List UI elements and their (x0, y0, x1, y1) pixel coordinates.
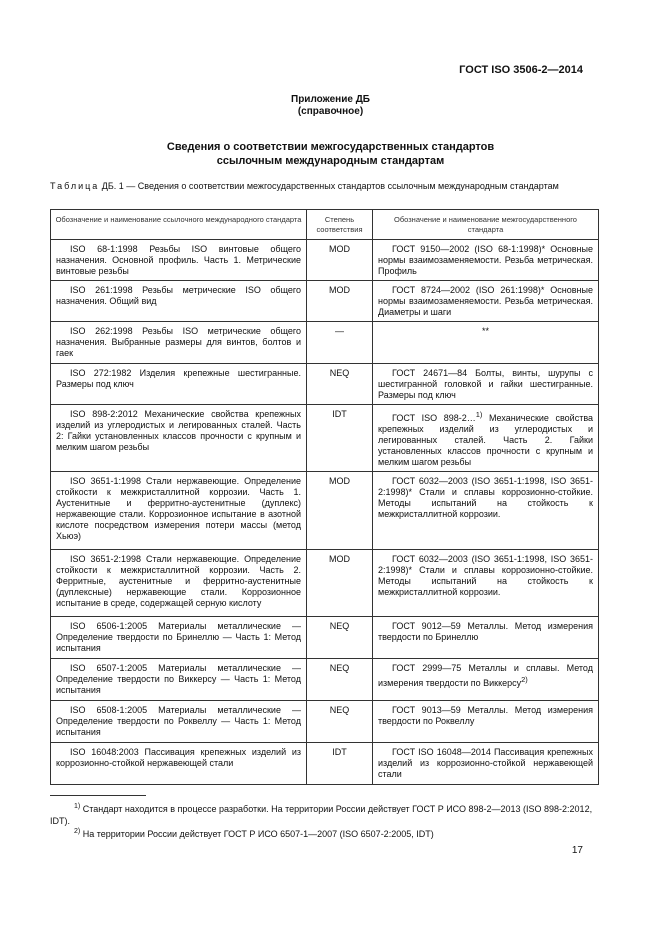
table-row (51, 405, 599, 472)
gost-text-post: Механические свойства крепежных изделий из углеродистых и легированных сталей. Часть 2. Гайки установленных классов прочности с крупным и мелким шагом резьбы (378, 413, 594, 467)
caption-prefix: Таблица (50, 181, 100, 191)
interstate-standard-cell: ГОСТ ISO 16048—2014 Пассивация крепежных изделий из коррозионно-стойкой нержавеющей стали (373, 743, 599, 785)
gost-text-pre: ГОСТ 2999—75 Металлы и сплавы. Метод измерения твердости по Виккерсу (378, 663, 593, 688)
correspondence-table (50, 209, 599, 785)
footnote-ref-1: 1) (475, 410, 483, 419)
footnote-1-text: Стандарт находится в процессе разработки. На территории России действует ГОСТ Р ИСО 898-2—2013 (ISO 898-2:2012, IDT). (50, 804, 593, 826)
intl-standard-cell: ISO 261:1998 Резьбы метрические ISO общего назначения. Общий вид (51, 281, 307, 322)
degree-cell: IDT (307, 743, 373, 785)
appendix-kind: (справочное) (297, 106, 364, 117)
interstate-standard-cell (373, 405, 599, 472)
table-row (51, 322, 599, 364)
caption-text: ДБ. 1 — Сведения о соответствии межгосударственных стандартов ссылочным международным стандартам (99, 181, 559, 191)
table-row (51, 659, 599, 701)
intl-standard-cell: ISO 3651-2:1998 Стали нержавеющие. Определение стойкости к межкристаллитной коррозии. Часть 2. Ферритные, аустенитные и ферритно-аустенитные (дуплексные) нержавеющие стали. Коррозионное испытание в среде, содержащей серную кислоту (51, 550, 307, 617)
degree-cell: — (307, 322, 373, 364)
appendix-name: Приложение ДБ (291, 94, 370, 105)
interstate-standard-cell: ГОСТ 9150—2002 (ISO 68-1:1998)* Основные нормы взаимозаменяемости. Резьба метрическая. Профиль (373, 240, 599, 281)
degree-cell: NEQ (307, 364, 373, 405)
interstate-standard-cell: ГОСТ 6032—2003 (ISO 3651-1:1998, ISO 3651-2:1998)* Стали и сплавы коррозионно-стойкие. Методы испытаний на стойкость к межкристаллитной коррозии. (373, 550, 599, 617)
footnote-ref-2: 2) (521, 675, 528, 684)
degree-cell: MOD (307, 240, 373, 281)
degree-cell: NEQ (307, 659, 373, 701)
degree-cell: IDT (307, 405, 373, 472)
table-caption (50, 180, 598, 192)
intl-standard-cell: ISO 272:1982 Изделия крепежные шестигранные. Размеры под ключ (51, 364, 307, 405)
header-interstate-standard: Обозначение и наименование межгосударственного стандарта (373, 210, 599, 240)
header-intl-standard: Обозначение и наименование ссылочного международного стандарта (51, 210, 307, 240)
degree-cell: MOD (307, 281, 373, 322)
intl-standard-cell: ISO 6507-1:2005 Материалы металлические — Определение твердости по Виккерсу — Часть 1: Метод испытания (51, 659, 307, 701)
table-header-row (51, 210, 599, 240)
table-row (51, 472, 599, 550)
section-title-line2: ссылочным международным стандартам (216, 155, 445, 167)
intl-standard-cell: ISO 6506-1:2005 Материалы металлические — Определение твердости по Бринеллю — Часть 1: Метод испытания (51, 617, 307, 659)
table-row (51, 743, 599, 785)
gost-text-pre: ГОСТ ISO 898-2… (392, 413, 476, 423)
header-degree: Степень соответствия (307, 210, 373, 240)
section-title-line1: Сведения о соответствии межгосударственных стандартов (166, 141, 495, 153)
intl-standard-cell: ISO 6508-1:2005 Материалы металлические — Определение твердости по Роквеллу — Часть 1: Метод испытания (51, 701, 307, 743)
intl-standard-cell: ISO 16048:2003 Пассивация крепежных изделий из коррозионно-стойкой нержавеющей стали (51, 743, 307, 785)
table-row (51, 240, 599, 281)
interstate-standard-cell: ГОСТ 24671—84 Болты, винты, шурупы с шестигранной головкой и гайки шестигранные. Размеры под ключ (373, 364, 599, 405)
degree-cell: NEQ (307, 617, 373, 659)
footnote-divider (50, 795, 146, 796)
page-number: 17 (571, 845, 583, 856)
footnote-2-mark: 2) (74, 828, 81, 835)
degree-cell: MOD (307, 550, 373, 617)
footnote-2 (50, 826, 598, 840)
intl-standard-cell: ISO 68-1:1998 Резьбы ISO винтовые общего назначения. Основной профиль. Часть 1. Метрические винтовые резьбы (51, 240, 307, 281)
footnote-1 (50, 801, 598, 827)
document-header: ГОСТ ISO 3506-2—2014 (459, 64, 583, 76)
intl-standard-cell: ISO 3651-1:1998 Стали нержавеющие. Определение стойкости к межкристаллитной коррозии. Часть 1. Аустенитные и ферритно-аустенитные (дуплекс) нержавеющие стали. Коррозионное испытание в азотной кислоте посредством измерения потери массы (метод Хьюэ) (51, 472, 307, 550)
table-row (51, 281, 599, 322)
table-row (51, 701, 599, 743)
intl-standard-cell: ISO 898-2:2012 Механические свойства крепежных изделий из углеродистых и легированных сталей. Часть 2: Гайки установленных классов прочности с крупным и мелким шагом резьбы (51, 405, 307, 472)
interstate-standard-cell: ГОСТ 9012—59 Металлы. Метод измерения твердости по Бринеллю (373, 617, 599, 659)
table-row (51, 550, 599, 617)
table-row (51, 617, 599, 659)
interstate-standard-cell: ГОСТ 8724—2002 (ISO 261:1998)* Основные нормы взаимозаменяемости. Резьба метрическая. Диаметры и шаги (373, 281, 599, 322)
footnote-2-text: На территории России действует ГОСТ Р ИСО 6507-1—2007 (ISO 6507-2:2005, IDT) (80, 829, 434, 839)
degree-cell: NEQ (307, 701, 373, 743)
interstate-standard-cell: ** (373, 322, 599, 364)
interstate-standard-cell (373, 659, 599, 701)
table-row (51, 364, 599, 405)
intl-standard-cell: ISO 262:1998 Резьбы ISO метрические общего назначения. Выбранные размеры для винтов, болтов и гаек (51, 322, 307, 364)
footnote-1-mark: 1) (74, 803, 81, 810)
interstate-standard-cell: ГОСТ 9013—59 Металлы. Метод измерения твердости по Роквеллу (373, 701, 599, 743)
degree-cell: MOD (307, 472, 373, 550)
interstate-standard-cell: ГОСТ 6032—2003 (ISO 3651-1:1998, ISO 3651-2:1998)* Стали и сплавы коррозионно-стойкие. Методы испытаний на стойкость к межкристаллитной коррозии. (373, 472, 599, 550)
